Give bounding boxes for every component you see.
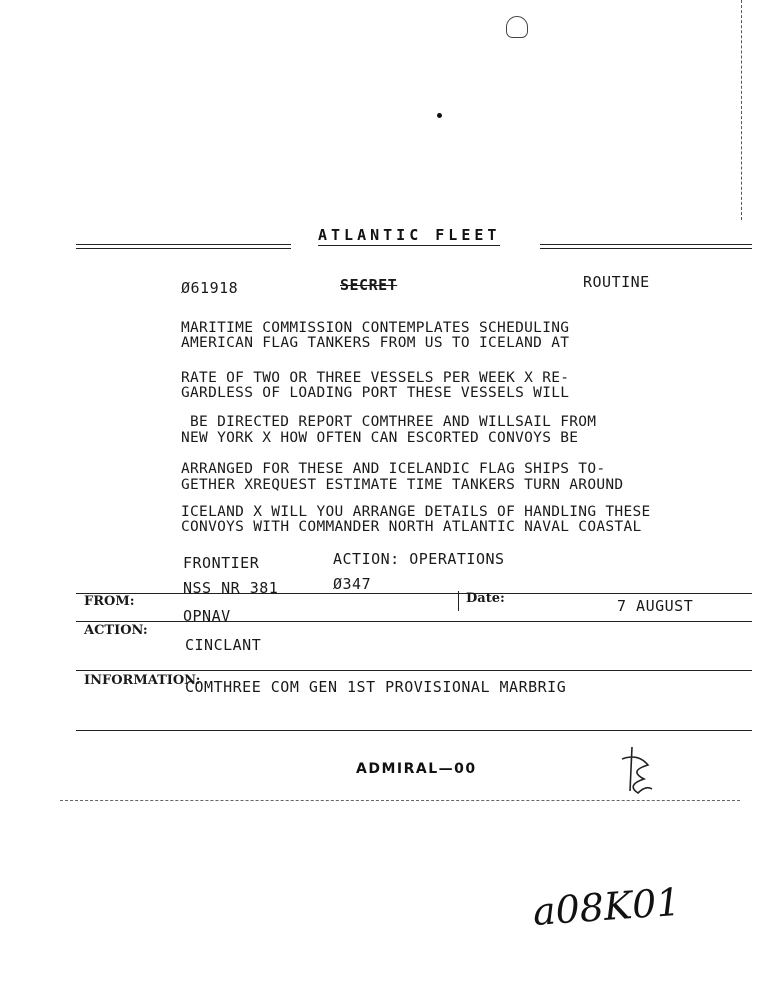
information-value: COMTHREE COM GEN 1ST PROVISIONAL MARBRIG: [185, 678, 567, 696]
from-label: FROM:: [84, 594, 135, 609]
message-line: NEW YORK X HOW OFTEN CAN ESCORTED CONVOYS BE: [181, 430, 579, 446]
date-value: 7 AUGUST: [617, 597, 694, 615]
message-line: GARDLESS OF LOADING PORT THESE VESSELS WILL: [181, 385, 570, 401]
information-rule: [76, 730, 752, 731]
page-title: ATLANTIC FLEET: [318, 226, 501, 244]
heading-rule-left: [76, 244, 291, 249]
from-rule: [76, 621, 752, 622]
punch-hole-mark: [506, 16, 528, 38]
nss-number: NSS NR 381: [183, 579, 279, 597]
initials-mark: [618, 745, 654, 797]
date-time-group: Ø61918: [181, 279, 239, 297]
right-edge-line: [741, 0, 742, 220]
date-divider: [458, 591, 459, 611]
message-line: AMERICAN FLAG TANKERS FROM US TO ICELAND AT: [181, 335, 570, 351]
admiral-signature: ADMIRAL—00: [356, 761, 477, 777]
message-line: RATE OF TWO OR THREE VESSELS PER WEEK X RE-: [181, 370, 570, 386]
speck-mark: [437, 113, 442, 118]
message-line: GETHER XREQUEST ESTIMATE TIME TANKERS TURN AROUND: [181, 477, 624, 493]
information-label: INFORMATION:: [84, 673, 201, 688]
message-line: MARITIME COMMISSION CONTEMPLATES SCHEDULING: [181, 320, 570, 336]
message-line: ICELAND X WILL YOU ARRANGE DETAILS OF HANDLING THESE: [181, 504, 651, 520]
message-line: ARRANGED FOR THESE AND ICELANDIC FLAG SHIPS TO-: [181, 461, 606, 477]
action-value: CINCLANT: [185, 636, 262, 654]
footer-rule: [60, 800, 740, 801]
message-frontier: FRONTIER: [183, 554, 260, 572]
from-value: OPNAV: [183, 607, 231, 625]
precedence: ROUTINE: [583, 273, 650, 291]
date-label: Date:: [466, 591, 505, 606]
time-code: Ø347: [333, 575, 372, 593]
message-line: CONVOYS WITH COMMANDER NORTH ATLANTIC NAVAL COASTAL: [181, 519, 642, 535]
handwritten-file-number: a08K01: [531, 879, 682, 934]
heading-rule-right: [540, 244, 752, 249]
classification-stamp: SECRET: [340, 276, 398, 294]
action-label: ACTION:: [84, 623, 148, 638]
message-line: BE DIRECTED REPORT COMTHREE AND WILLSAIL FROM: [190, 414, 597, 430]
action-rule: [76, 670, 752, 671]
action-note: ACTION: OPERATIONS: [333, 550, 505, 568]
form-top-rule: [76, 593, 752, 594]
